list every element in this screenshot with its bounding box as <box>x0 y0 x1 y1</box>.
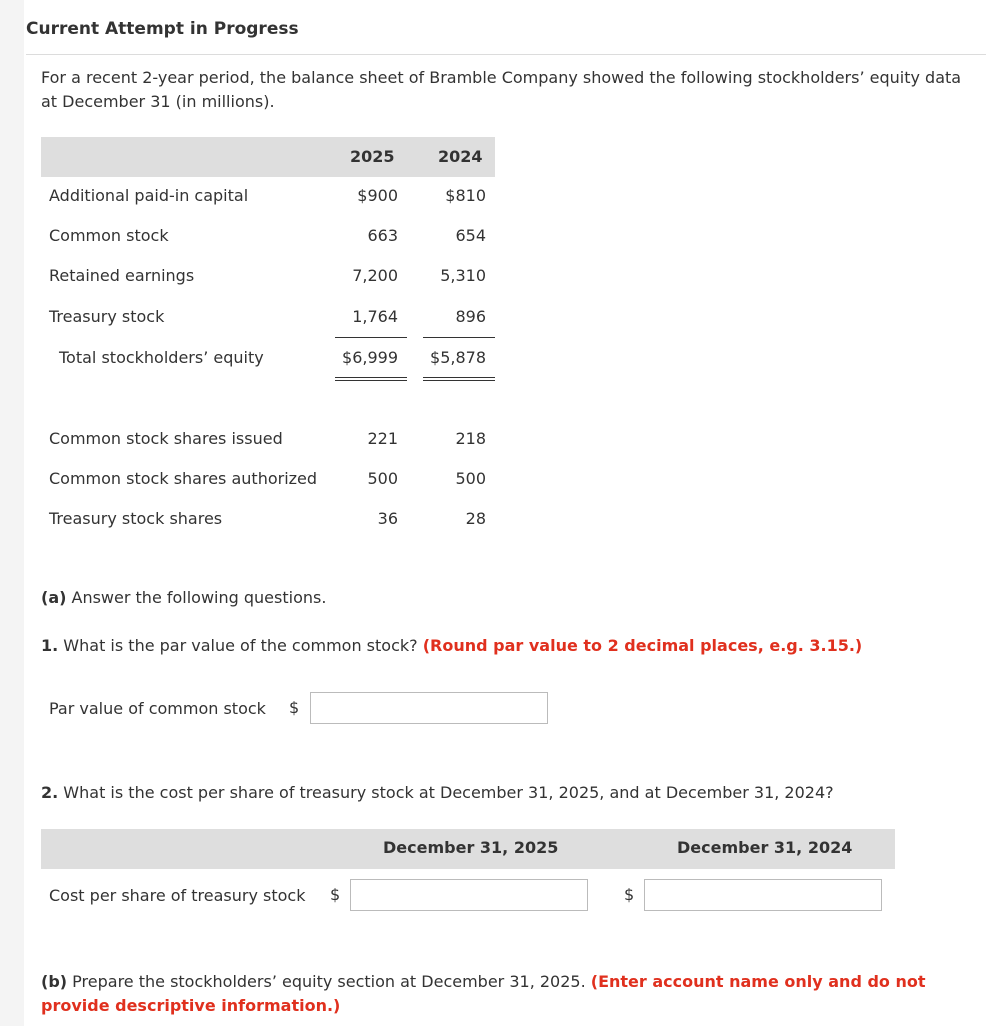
subtotal-rule-2024 <box>423 337 495 338</box>
row-label-total-equity: Total stockholders’ equity <box>59 348 264 367</box>
row-label-shares-issued: Common stock shares issued <box>49 429 283 448</box>
treasury-stock-2025: 1,764 <box>352 307 398 326</box>
problem-intro: For a recent 2-year period, the balance sheet of Bramble Company showed the following stockholders’ equity data at December 31 (in millions). <box>41 68 962 111</box>
column-header-2024: 2024 <box>438 147 483 166</box>
treasury-cost-2025-input[interactable] <box>350 879 588 911</box>
part-a-label: (a) <box>41 588 67 607</box>
apic-2025: $900 <box>357 186 398 205</box>
part-b-instructions <box>41 970 941 1018</box>
retained-earnings-2024: 5,310 <box>440 266 486 285</box>
treasury-cost-2025-currency: $ <box>330 885 341 904</box>
left-margin-strip <box>0 0 24 1026</box>
row-label-common-stock: Common stock <box>49 226 169 245</box>
total-equity-2025: $6,999 <box>342 348 398 367</box>
part-a-heading <box>41 588 326 607</box>
treasury-shares-2024: 28 <box>465 509 486 528</box>
treasury-cost-2024-input[interactable] <box>644 879 882 911</box>
question-2-text: What is the cost per share of treasury stock at December 31, 2025, and at December 31, 2024? <box>58 783 834 802</box>
part-a-text: Answer the following questions. <box>66 588 327 607</box>
question-2-number: 2. <box>41 783 59 802</box>
question-1-text: What is the par value of the common stock? <box>58 636 423 655</box>
column-header-dec-2025: December 31, 2025 <box>383 838 559 857</box>
shares-issued-2024: 218 <box>455 429 486 448</box>
shares-issued-2025: 221 <box>367 429 398 448</box>
shares-authorized-2024: 500 <box>455 469 486 488</box>
column-header-2025: 2025 <box>350 147 395 166</box>
row-label-treasury-stock: Treasury stock <box>49 307 165 326</box>
treasury-cost-2024-currency: $ <box>624 885 635 904</box>
subtotal-rule-2025 <box>335 337 407 338</box>
retained-earnings-2025: 7,200 <box>352 266 398 285</box>
page-title: Current Attempt in Progress <box>26 19 299 39</box>
question-2 <box>41 783 834 802</box>
question-1-number: 1. <box>41 636 59 655</box>
equity-table-header <box>41 137 495 177</box>
total-double-rule-2025 <box>335 377 407 381</box>
par-value-label: Par value of common stock <box>49 699 266 718</box>
treasury-cost-label: Cost per share of treasury stock <box>49 886 306 905</box>
row-label-retained-earnings: Retained earnings <box>49 266 195 285</box>
shares-authorized-2025: 500 <box>367 469 398 488</box>
part-b-label: (b) <box>41 972 68 991</box>
question-1-rounding-note: (Round par value to 2 decimal places, e.g. 3.15.) <box>422 636 863 655</box>
question-1 <box>41 636 862 655</box>
total-double-rule-2024 <box>423 377 495 381</box>
total-equity-2024: $5,878 <box>430 348 486 367</box>
row-label-shares-authorized: Common stock shares authorized <box>49 469 318 488</box>
common-stock-2024: 654 <box>455 226 486 245</box>
par-value-currency: $ <box>289 698 300 717</box>
par-value-input[interactable] <box>310 692 548 724</box>
treasury-shares-2025: 36 <box>377 509 398 528</box>
apic-2024: $810 <box>445 186 486 205</box>
row-label-treasury-shares: Treasury stock shares <box>49 509 223 528</box>
part-b-note: (Enter account name only and do not provide descriptive information.) <box>41 972 926 1015</box>
column-header-dec-2024: December 31, 2024 <box>677 838 853 857</box>
header-divider <box>26 54 986 55</box>
part-b-text: Prepare the stockholders’ equity section at December 31, 2025. <box>67 972 591 991</box>
treasury-stock-2024: 896 <box>455 307 486 326</box>
common-stock-2025: 663 <box>367 226 398 245</box>
row-label-apic: Additional paid-in capital <box>49 186 249 205</box>
